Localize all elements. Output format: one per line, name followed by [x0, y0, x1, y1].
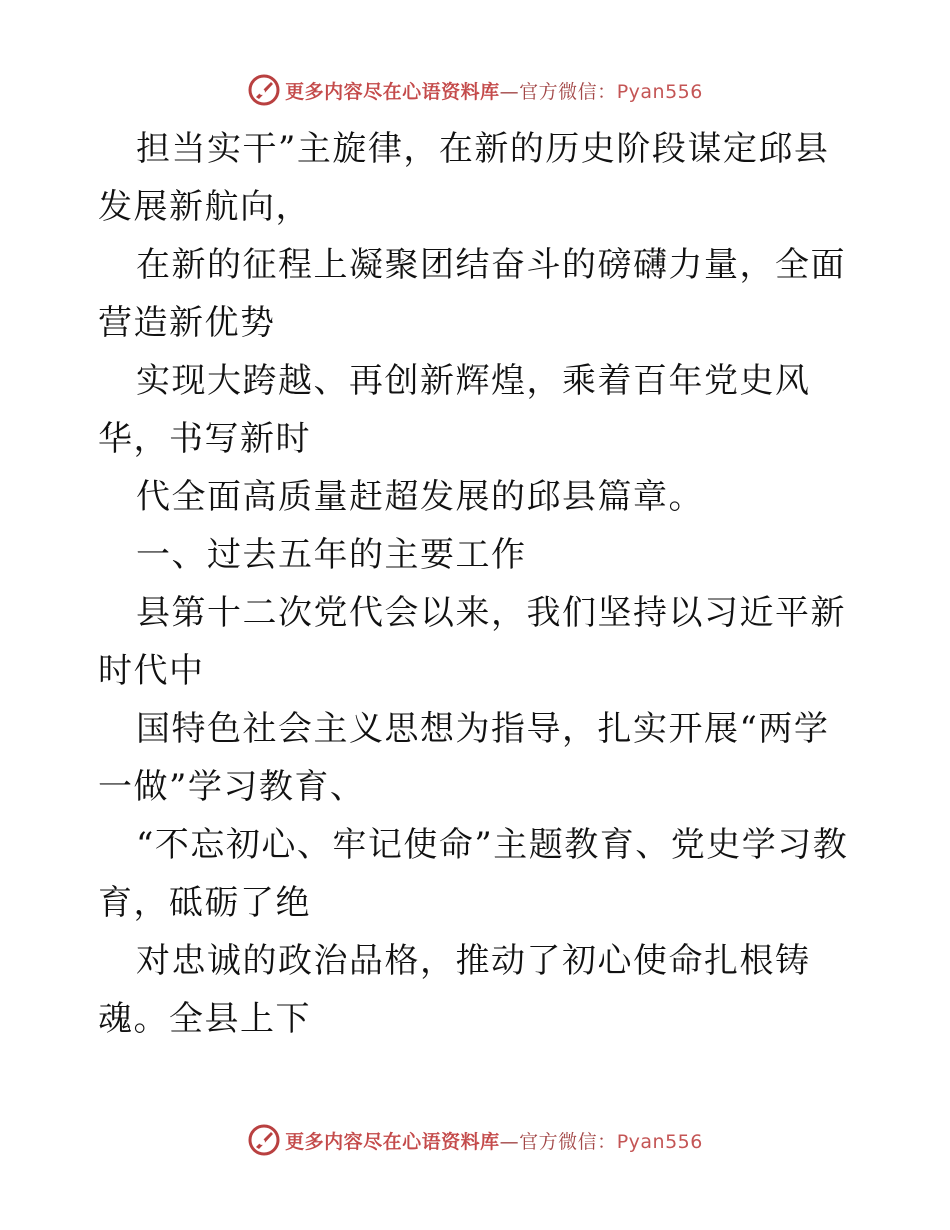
- watermark-text: [285, 1127, 703, 1154]
- paragraph: 实现大跨越、再创新辉煌，乘着百年党史风华，书写新时: [98, 361, 811, 459]
- section-heading: 一、过去五年的主要工作: [136, 535, 527, 575]
- quill-seal-icon: [247, 1123, 281, 1157]
- paragraph: 县第十二次党代会以来，我们坚持以习近平新时代中: [98, 593, 846, 691]
- watermark-text: [285, 77, 703, 104]
- watermark-label: 官方微信：: [519, 1130, 617, 1153]
- watermark-id: Pyan556: [616, 1130, 703, 1153]
- footer-watermark: [0, 1120, 950, 1160]
- watermark-label: 官方微信：: [519, 80, 617, 103]
- paragraph: 国特色社会主义思想为指导，扎实开展“两学一做”学习教育、: [98, 709, 830, 807]
- paragraph: 代全面高质量赶超发展的邱县篇章。: [136, 477, 704, 517]
- watermark-brand: 更多内容尽在心语资料库: [285, 80, 500, 103]
- header-watermark: [0, 70, 950, 110]
- watermark-dash: —: [499, 80, 520, 103]
- watermark-dash: —: [499, 1130, 520, 1153]
- paragraph: 对忠诚的政治品格，推动了初心使命扎根铸魂。全县上下: [98, 941, 811, 1039]
- paragraph: 在新的征程上凝聚团结奋斗的磅礴力量，全面营造新优势: [98, 245, 846, 343]
- watermark-id: Pyan556: [616, 80, 703, 103]
- paragraph: 担当实干”主旋律，在新的历史阶段谋定邱县发展新航向，: [98, 129, 830, 227]
- document-body: [98, 120, 858, 1048]
- watermark-brand: 更多内容尽在心语资料库: [285, 1130, 500, 1153]
- quill-seal-icon: [247, 73, 281, 107]
- paragraph: “不忘初心、牢记使命”主题教育、党史学习教育，砥砺了绝: [98, 825, 849, 923]
